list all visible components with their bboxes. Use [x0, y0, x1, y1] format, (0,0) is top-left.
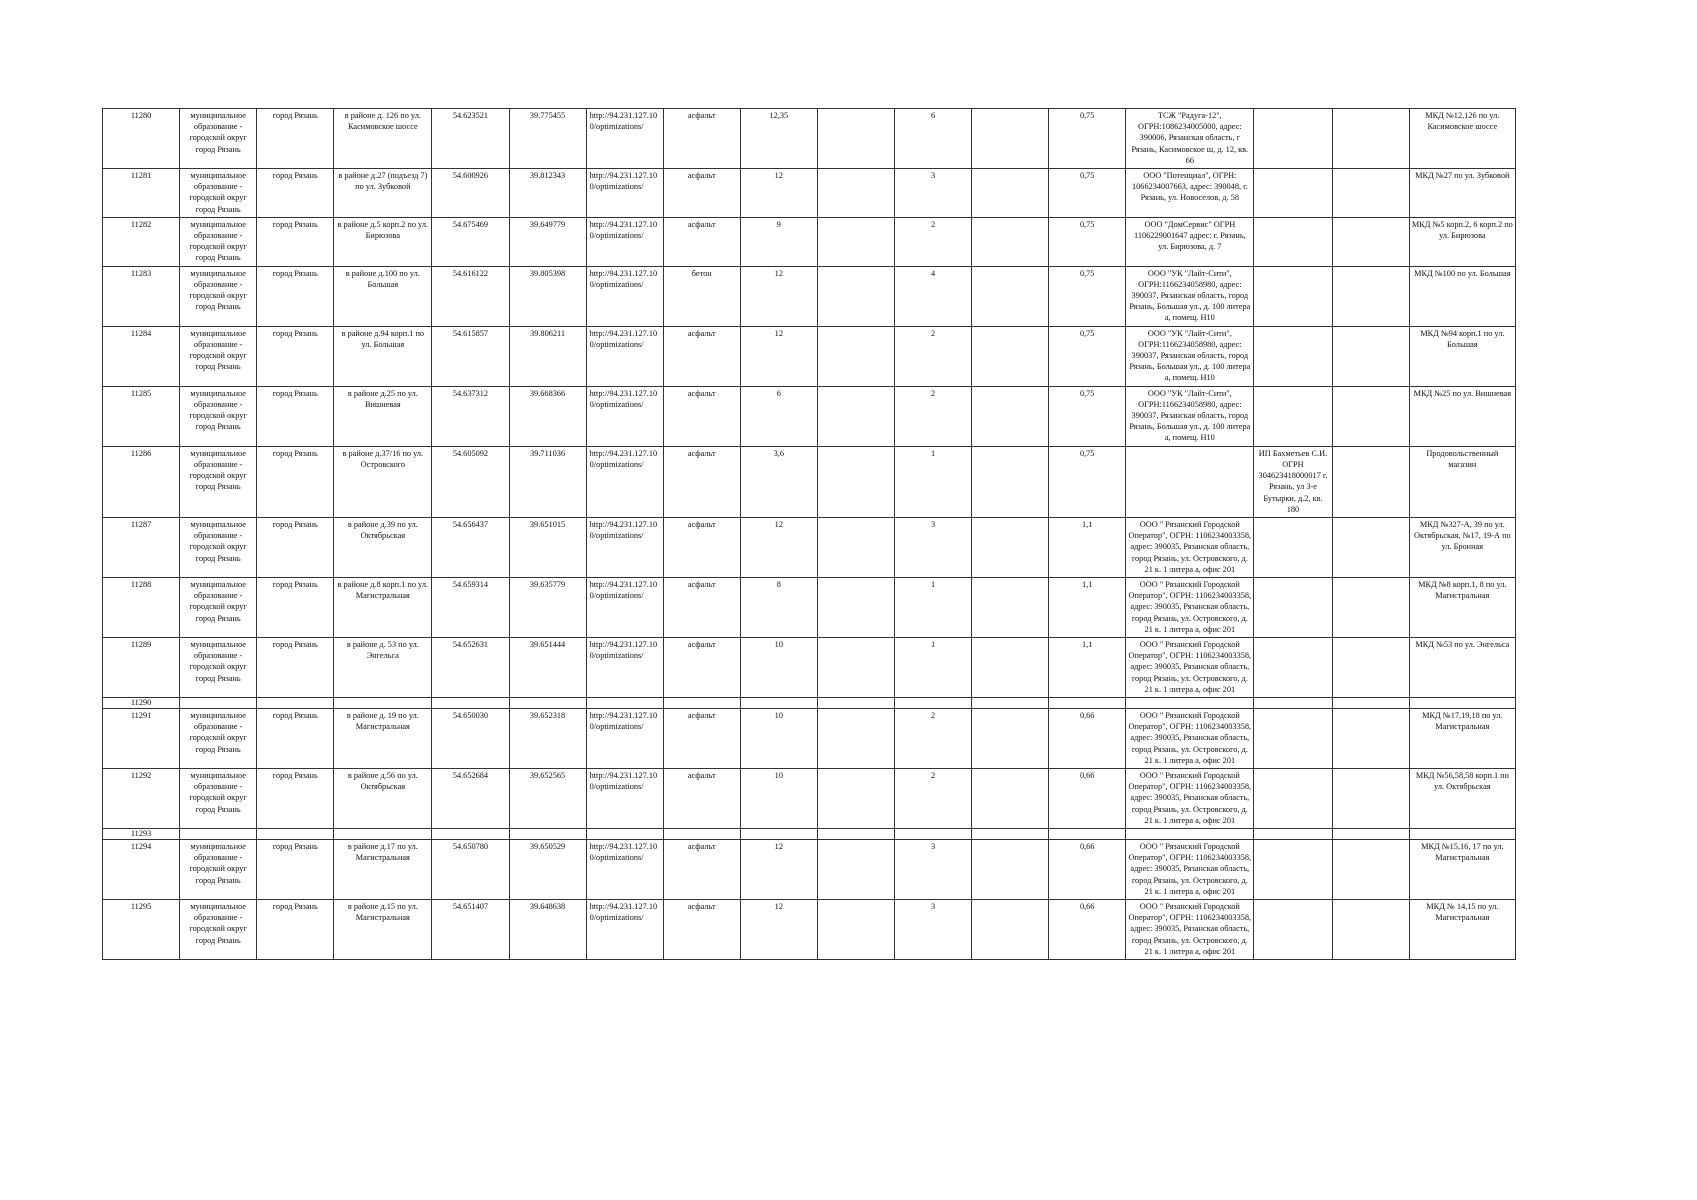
municipality-cell: муниципальное образование - городской округ город Рязань	[180, 900, 257, 960]
waste-source-cell: МКД №8 корп.1, 8 по ул. Магистральная	[1409, 577, 1515, 637]
container-sites-table	[102, 108, 1516, 960]
url-cell	[586, 828, 663, 839]
latitude-cell: 54.623521	[432, 109, 509, 169]
url-cell: http://94.231.127.10 0/optimizations/	[586, 386, 663, 446]
empty-cell	[1332, 839, 1409, 899]
url-cell: http://94.231.127.10 0/optimizations/	[586, 217, 663, 266]
empty-cell	[972, 900, 1049, 960]
empty-cell	[817, 109, 894, 169]
city-cell: город Рязань	[257, 266, 334, 326]
surface-cell: асфальт	[663, 386, 740, 446]
empty-cell	[972, 217, 1049, 266]
city-cell: город Рязань	[257, 386, 334, 446]
city-cell: город Рязань	[257, 577, 334, 637]
container-volume-cell: 0,75	[1049, 266, 1126, 326]
empty-cell	[1332, 266, 1409, 326]
empty-cell	[817, 386, 894, 446]
container-count-cell: 3	[894, 517, 971, 577]
latitude-cell: 54.651407	[432, 900, 509, 960]
longitude-cell	[509, 828, 586, 839]
surface-cell: асфальт	[663, 708, 740, 768]
waste-source-cell: МКД №53 по ул. Энгельса	[1409, 637, 1515, 697]
table-row	[103, 768, 1516, 828]
municipality-cell	[180, 697, 257, 708]
url-cell: http://94.231.127.10 0/optimizations/	[586, 109, 663, 169]
container-volume-cell: 0,75	[1049, 386, 1126, 446]
waste-source-cell: МКД №12,126 по ул. Касимовское шоссе	[1409, 109, 1515, 169]
surface-cell: асфальт	[663, 109, 740, 169]
owner-ip-cell	[1254, 708, 1332, 768]
location-cell: в районе д.100 по ул. Большая	[334, 266, 432, 326]
surface-cell: асфальт	[663, 446, 740, 517]
longitude-cell: 39.668366	[509, 386, 586, 446]
empty-cell	[817, 217, 894, 266]
longitude-cell: 39.805398	[509, 266, 586, 326]
owner-cell: ООО " Рязанский Городской Оператор", ОГРН: 1106234003358, адрес: 390035, Рязанская область, город Рязань, ул. Островского, д. 21 к. 1 литера а, офис 201	[1126, 637, 1254, 697]
row-id-cell: 11282	[103, 217, 180, 266]
surface-cell	[663, 697, 740, 708]
table-row	[103, 697, 1516, 708]
latitude-cell	[432, 828, 509, 839]
url-cell: http://94.231.127.10 0/optimizations/	[586, 768, 663, 828]
latitude-cell: 54.637312	[432, 386, 509, 446]
url-cell: http://94.231.127.10 0/optimizations/	[586, 708, 663, 768]
latitude-cell: 54.675469	[432, 217, 509, 266]
location-cell: в районе д. 19 по ул. Магистральная	[334, 708, 432, 768]
latitude-cell: 54.605092	[432, 446, 509, 517]
location-cell: в районе д.94 корп.1 по ул. Большая	[334, 326, 432, 386]
longitude-cell: 39.775455	[509, 109, 586, 169]
owner-ip-cell	[1254, 828, 1332, 839]
surface-cell: асфальт	[663, 900, 740, 960]
municipality-cell: муниципальное образование - городской округ город Рязань	[180, 768, 257, 828]
municipality-cell: муниципальное образование - городской округ город Рязань	[180, 326, 257, 386]
empty-cell	[1332, 577, 1409, 637]
empty-cell	[972, 577, 1049, 637]
url-cell: http://94.231.127.10 0/optimizations/	[586, 900, 663, 960]
empty-cell	[972, 266, 1049, 326]
empty-cell	[817, 828, 894, 839]
url-cell: http://94.231.127.10 0/optimizations/	[586, 577, 663, 637]
table-row	[103, 446, 1516, 517]
table-row	[103, 708, 1516, 768]
location-cell: в районе д.5 корп.2 по ул. Бирюзова	[334, 217, 432, 266]
container-volume-cell: 0,75	[1049, 109, 1126, 169]
city-cell: город Рязань	[257, 900, 334, 960]
municipality-cell: муниципальное образование - городской округ город Рязань	[180, 637, 257, 697]
row-id-cell: 11288	[103, 577, 180, 637]
municipality-cell: муниципальное образование - городской округ город Рязань	[180, 386, 257, 446]
owner-cell: ООО "ДомСервис" ОГРН 1106229001647 адрес: г. Рязань, ул. Бирюзова, д. 7	[1126, 217, 1254, 266]
longitude-cell: 39.806211	[509, 326, 586, 386]
area-cell: 12	[740, 266, 817, 326]
location-cell	[334, 697, 432, 708]
container-volume-cell: 0,75	[1049, 326, 1126, 386]
city-cell: город Рязань	[257, 517, 334, 577]
surface-cell: асфальт	[663, 169, 740, 218]
surface-cell: асфальт	[663, 517, 740, 577]
location-cell: в районе д. 126 по ул. Касимовское шоссе	[334, 109, 432, 169]
table-body	[103, 109, 1516, 960]
empty-cell	[972, 446, 1049, 517]
empty-cell	[817, 326, 894, 386]
container-volume-cell: 1,1	[1049, 637, 1126, 697]
table-row	[103, 900, 1516, 960]
empty-cell	[817, 446, 894, 517]
owner-ip-cell	[1254, 697, 1332, 708]
surface-cell	[663, 828, 740, 839]
latitude-cell: 54.615857	[432, 326, 509, 386]
row-id-cell: 11281	[103, 169, 180, 218]
city-cell: город Рязань	[257, 446, 334, 517]
city-cell: город Рязань	[257, 637, 334, 697]
city-cell: город Рязань	[257, 326, 334, 386]
area-cell	[740, 697, 817, 708]
city-cell: город Рязань	[257, 217, 334, 266]
waste-source-cell: МКД №27 по ул. Зубковой	[1409, 169, 1515, 218]
container-count-cell	[894, 697, 971, 708]
owner-cell: ТСЖ "Радуга-12", ОГРН:1086234005000, адрес: 390006, Рязанская область, г Рязань, Касимовское ш, д. 12, кв. 66	[1126, 109, 1254, 169]
waste-source-cell: МКД №17,19,18 по ул. Магистральная	[1409, 708, 1515, 768]
location-cell: в районе д.15 по ул. Магистральная	[334, 900, 432, 960]
municipality-cell: муниципальное образование - городской округ город Рязань	[180, 169, 257, 218]
location-cell: в районе д.39 по ул. Октябрьская	[334, 517, 432, 577]
owner-cell: ООО " Рязанский Городской Оператор", ОГРН: 1106234003358, адрес: 390035, Рязанская область, город Рязань, ул. Островского, д. 21 к. 1 литера а, офис 201	[1126, 517, 1254, 577]
surface-cell: асфальт	[663, 839, 740, 899]
waste-source-cell: МКД №100 по ул. Большая	[1409, 266, 1515, 326]
city-cell: город Рязань	[257, 169, 334, 218]
latitude-cell: 54.652631	[432, 637, 509, 697]
longitude-cell	[509, 697, 586, 708]
container-volume-cell: 0,75	[1049, 446, 1126, 517]
waste-source-cell: МКД №25 по ул. Вишневая	[1409, 386, 1515, 446]
empty-cell	[1332, 517, 1409, 577]
waste-source-cell: МКД № 14,15 по ул. Магистральная	[1409, 900, 1515, 960]
url-cell: http://94.231.127.10 0/optimizations/	[586, 517, 663, 577]
row-id-cell: 11284	[103, 326, 180, 386]
container-volume-cell: 0,66	[1049, 708, 1126, 768]
owner-ip-cell	[1254, 637, 1332, 697]
owner-ip-cell	[1254, 169, 1332, 218]
url-cell: http://94.231.127.10 0/optimizations/	[586, 266, 663, 326]
empty-cell	[972, 768, 1049, 828]
container-count-cell: 3	[894, 839, 971, 899]
waste-source-cell: МКД №15,16, 17 по ул. Магистральная	[1409, 839, 1515, 899]
container-count-cell	[894, 828, 971, 839]
table-row	[103, 828, 1516, 839]
empty-cell	[1332, 169, 1409, 218]
empty-cell	[817, 517, 894, 577]
location-cell: в районе д.8 корп.1 по ул. Магистральная	[334, 577, 432, 637]
row-id-cell: 11294	[103, 839, 180, 899]
longitude-cell: 39.652565	[509, 768, 586, 828]
table-row	[103, 577, 1516, 637]
table-row	[103, 637, 1516, 697]
row-id-cell: 11290	[103, 697, 180, 708]
container-count-cell: 6	[894, 109, 971, 169]
city-cell	[257, 697, 334, 708]
container-count-cell: 1	[894, 637, 971, 697]
owner-ip-cell	[1254, 217, 1332, 266]
empty-cell	[972, 169, 1049, 218]
container-count-cell: 1	[894, 446, 971, 517]
empty-cell	[1332, 217, 1409, 266]
row-id-cell: 11286	[103, 446, 180, 517]
empty-cell	[1332, 386, 1409, 446]
owner-ip-cell	[1254, 109, 1332, 169]
row-id-cell: 11295	[103, 900, 180, 960]
container-count-cell: 1	[894, 577, 971, 637]
location-cell: в районе д. 53 по ул. Энгельса	[334, 637, 432, 697]
area-cell: 3,6	[740, 446, 817, 517]
url-cell: http://94.231.127.10 0/optimizations/	[586, 446, 663, 517]
row-id-cell: 11287	[103, 517, 180, 577]
municipality-cell: муниципальное образование - городской округ город Рязань	[180, 708, 257, 768]
container-count-cell: 2	[894, 217, 971, 266]
owner-cell	[1126, 697, 1254, 708]
municipality-cell: муниципальное образование - городской округ город Рязань	[180, 109, 257, 169]
city-cell: город Рязань	[257, 109, 334, 169]
owner-ip-cell	[1254, 386, 1332, 446]
table-row	[103, 109, 1516, 169]
waste-source-cell	[1409, 828, 1515, 839]
latitude-cell: 54.652684	[432, 768, 509, 828]
container-count-cell: 2	[894, 708, 971, 768]
container-count-cell: 3	[894, 900, 971, 960]
longitude-cell: 39.812343	[509, 169, 586, 218]
municipality-cell: муниципальное образование - городской округ город Рязань	[180, 266, 257, 326]
latitude-cell: 54.650030	[432, 708, 509, 768]
row-id-cell: 11285	[103, 386, 180, 446]
row-id-cell: 11293	[103, 828, 180, 839]
empty-cell	[1332, 697, 1409, 708]
empty-cell	[817, 577, 894, 637]
empty-cell	[817, 697, 894, 708]
container-volume-cell: 1,1	[1049, 577, 1126, 637]
owner-cell: ООО " Рязанский Городской Оператор", ОГРН: 1106234003358, адрес: 390035, Рязанская область, город Рязань, ул. Островского, д. 21 к. 1 литера а, офис 201	[1126, 900, 1254, 960]
owner-ip-cell	[1254, 577, 1332, 637]
area-cell: 10	[740, 708, 817, 768]
surface-cell: асфальт	[663, 217, 740, 266]
empty-cell	[972, 839, 1049, 899]
area-cell: 12	[740, 169, 817, 218]
waste-source-cell: МКД №5 корп.2, 6 корп.2 по ул. Бирюзова	[1409, 217, 1515, 266]
empty-cell	[972, 828, 1049, 839]
container-volume-cell	[1049, 697, 1126, 708]
owner-cell: ООО "УК "Лайт-Сити", ОГРН:1166234058980, адрес: 390037, Рязанская область, город Рязань, Большая ул., д. 100 литера а, помещ. Н10	[1126, 326, 1254, 386]
latitude-cell	[432, 697, 509, 708]
url-cell	[586, 697, 663, 708]
empty-cell	[1332, 446, 1409, 517]
surface-cell: бетон	[663, 266, 740, 326]
owner-ip-cell	[1254, 839, 1332, 899]
owner-ip-cell	[1254, 900, 1332, 960]
row-id-cell: 11289	[103, 637, 180, 697]
table-row	[103, 517, 1516, 577]
empty-cell	[817, 900, 894, 960]
area-cell	[740, 828, 817, 839]
waste-source-cell: МКД №327-А, 39 по ул. Октябрьская, №17, 19-А по ул. Бронная	[1409, 517, 1515, 577]
url-cell: http://94.231.127.10 0/optimizations/	[586, 169, 663, 218]
owner-ip-cell	[1254, 517, 1332, 577]
empty-cell	[817, 768, 894, 828]
table-row	[103, 169, 1516, 218]
municipality-cell	[180, 828, 257, 839]
owner-cell: ООО " Рязанский Городской Оператор", ОГРН: 1106234003358, адрес: 390035, Рязанская область, город Рязань, ул. Островского, д. 21 к. 1 литера а, офис 201	[1126, 768, 1254, 828]
container-volume-cell	[1049, 828, 1126, 839]
empty-cell	[1332, 900, 1409, 960]
empty-cell	[1332, 326, 1409, 386]
surface-cell: асфальт	[663, 326, 740, 386]
longitude-cell: 39.651015	[509, 517, 586, 577]
empty-cell	[817, 169, 894, 218]
longitude-cell: 39.651444	[509, 637, 586, 697]
empty-cell	[1332, 109, 1409, 169]
latitude-cell: 54.656437	[432, 517, 509, 577]
table-row	[103, 266, 1516, 326]
container-volume-cell: 0,66	[1049, 768, 1126, 828]
municipality-cell: муниципальное образование - городской округ город Рязань	[180, 839, 257, 899]
city-cell: город Рязань	[257, 708, 334, 768]
location-cell	[334, 828, 432, 839]
container-count-cell: 2	[894, 386, 971, 446]
empty-cell	[972, 708, 1049, 768]
empty-cell	[817, 637, 894, 697]
empty-cell	[972, 697, 1049, 708]
empty-cell	[817, 708, 894, 768]
owner-cell: ООО "Потенциал", ОГРН: 1066234007663, адрес: 390048, г. Рязань, ул. Новоселов, д. 58	[1126, 169, 1254, 218]
empty-cell	[1332, 637, 1409, 697]
latitude-cell: 54.616122	[432, 266, 509, 326]
municipality-cell: муниципальное образование - городской округ город Рязань	[180, 217, 257, 266]
municipality-cell: муниципальное образование - городской округ город Рязань	[180, 577, 257, 637]
city-cell	[257, 828, 334, 839]
container-volume-cell: 0,75	[1049, 217, 1126, 266]
municipality-cell: муниципальное образование - городской округ город Рязань	[180, 446, 257, 517]
owner-cell: ООО "УК "Лайт-Сити", ОГРН:1166234058980, адрес: 390037, Рязанская область, город Рязань, Большая ул., д. 100 литера а, помещ. Н10	[1126, 266, 1254, 326]
latitude-cell: 54.659314	[432, 577, 509, 637]
municipality-cell: муниципальное образование - городской округ город Рязань	[180, 517, 257, 577]
empty-cell	[1332, 708, 1409, 768]
owner-ip-cell	[1254, 768, 1332, 828]
owner-cell: ООО "УК "Лайт-Сити", ОГРН:1166234058980, адрес: 390037, Рязанская область, город Рязань, Большая ул., д. 100 литера а, помещ. Н10	[1126, 386, 1254, 446]
owner-cell	[1126, 828, 1254, 839]
owner-cell	[1126, 446, 1254, 517]
location-cell: в районе д.17 по ул. Магистральная	[334, 839, 432, 899]
owner-ip-cell	[1254, 266, 1332, 326]
surface-cell: асфальт	[663, 637, 740, 697]
surface-cell: асфальт	[663, 577, 740, 637]
surface-cell: асфальт	[663, 768, 740, 828]
city-cell: город Рязань	[257, 839, 334, 899]
area-cell: 8	[740, 577, 817, 637]
container-volume-cell: 0,66	[1049, 900, 1126, 960]
area-cell: 12	[740, 517, 817, 577]
table-row	[103, 386, 1516, 446]
row-id-cell: 11291	[103, 708, 180, 768]
empty-cell	[972, 326, 1049, 386]
latitude-cell: 54.650780	[432, 839, 509, 899]
location-cell: в районе д.27 (подъезд 7) по ул. Зубковой	[334, 169, 432, 218]
longitude-cell: 39.652318	[509, 708, 586, 768]
waste-source-cell: Продовольственный магазин	[1409, 446, 1515, 517]
table-row	[103, 839, 1516, 899]
area-cell: 10	[740, 637, 817, 697]
row-id-cell: 11280	[103, 109, 180, 169]
longitude-cell: 39.635779	[509, 577, 586, 637]
url-cell: http://94.231.127.10 0/optimizations/	[586, 839, 663, 899]
container-count-cell: 2	[894, 326, 971, 386]
container-volume-cell: 0,75	[1049, 169, 1126, 218]
location-cell: в районе д.56 по ул. Октябрьская	[334, 768, 432, 828]
container-volume-cell: 1,1	[1049, 517, 1126, 577]
table-row	[103, 217, 1516, 266]
row-id-cell: 11292	[103, 768, 180, 828]
container-count-cell: 2	[894, 768, 971, 828]
empty-cell	[1332, 828, 1409, 839]
location-cell: в районе д.25 по ул. Вишневая	[334, 386, 432, 446]
longitude-cell: 39.650529	[509, 839, 586, 899]
latitude-cell: 54.600926	[432, 169, 509, 218]
location-cell: в районе д.37/16 по ул. Островского	[334, 446, 432, 517]
owner-cell: ООО " Рязанский Городской Оператор", ОГРН: 1106234003358, адрес: 390035, Рязанская область, город Рязань, ул. Островского, д. 21 к. 1 литера а, офис 201	[1126, 577, 1254, 637]
area-cell: 12	[740, 326, 817, 386]
area-cell: 10	[740, 768, 817, 828]
waste-source-cell: МКД №56,58,58 корп.1 по ул. Октябрьская	[1409, 768, 1515, 828]
owner-cell: ООО " Рязанский Городской Оператор", ОГРН: 1106234003358, адрес: 390035, Рязанская область, город Рязань, ул. Островского, д. 21 к. 1 литера а, офис 201	[1126, 708, 1254, 768]
empty-cell	[972, 637, 1049, 697]
owner-ip-cell	[1254, 326, 1332, 386]
empty-cell	[972, 517, 1049, 577]
empty-cell	[972, 109, 1049, 169]
empty-cell	[817, 266, 894, 326]
longitude-cell: 39.649779	[509, 217, 586, 266]
url-cell: http://94.231.127.10 0/optimizations/	[586, 637, 663, 697]
waste-source-cell: МКД №94 корп.1 по ул. Большая	[1409, 326, 1515, 386]
container-volume-cell: 0,66	[1049, 839, 1126, 899]
longitude-cell: 39.648638	[509, 900, 586, 960]
area-cell: 12	[740, 900, 817, 960]
empty-cell	[1332, 768, 1409, 828]
city-cell: город Рязань	[257, 768, 334, 828]
area-cell: 9	[740, 217, 817, 266]
owner-cell: ООО " Рязанский Городской Оператор", ОГРН: 1106234003358, адрес: 390035, Рязанская область, город Рязань, ул. Островского, д. 21 к. 1 литера а, офис 201	[1126, 839, 1254, 899]
table-row	[103, 326, 1516, 386]
container-count-cell: 4	[894, 266, 971, 326]
empty-cell	[817, 839, 894, 899]
longitude-cell: 39.711036	[509, 446, 586, 517]
area-cell: 12	[740, 839, 817, 899]
container-count-cell: 3	[894, 169, 971, 218]
url-cell: http://94.231.127.10 0/optimizations/	[586, 326, 663, 386]
empty-cell	[972, 386, 1049, 446]
waste-source-cell	[1409, 697, 1515, 708]
row-id-cell: 11283	[103, 266, 180, 326]
area-cell: 12,35	[740, 109, 817, 169]
owner-ip-cell: ИП Бахметьев С.И. ОГРН 304623418000017 г. Рязань, ул 3-е Бутырки, д.2, кв. 180	[1254, 446, 1332, 517]
area-cell: 6	[740, 386, 817, 446]
